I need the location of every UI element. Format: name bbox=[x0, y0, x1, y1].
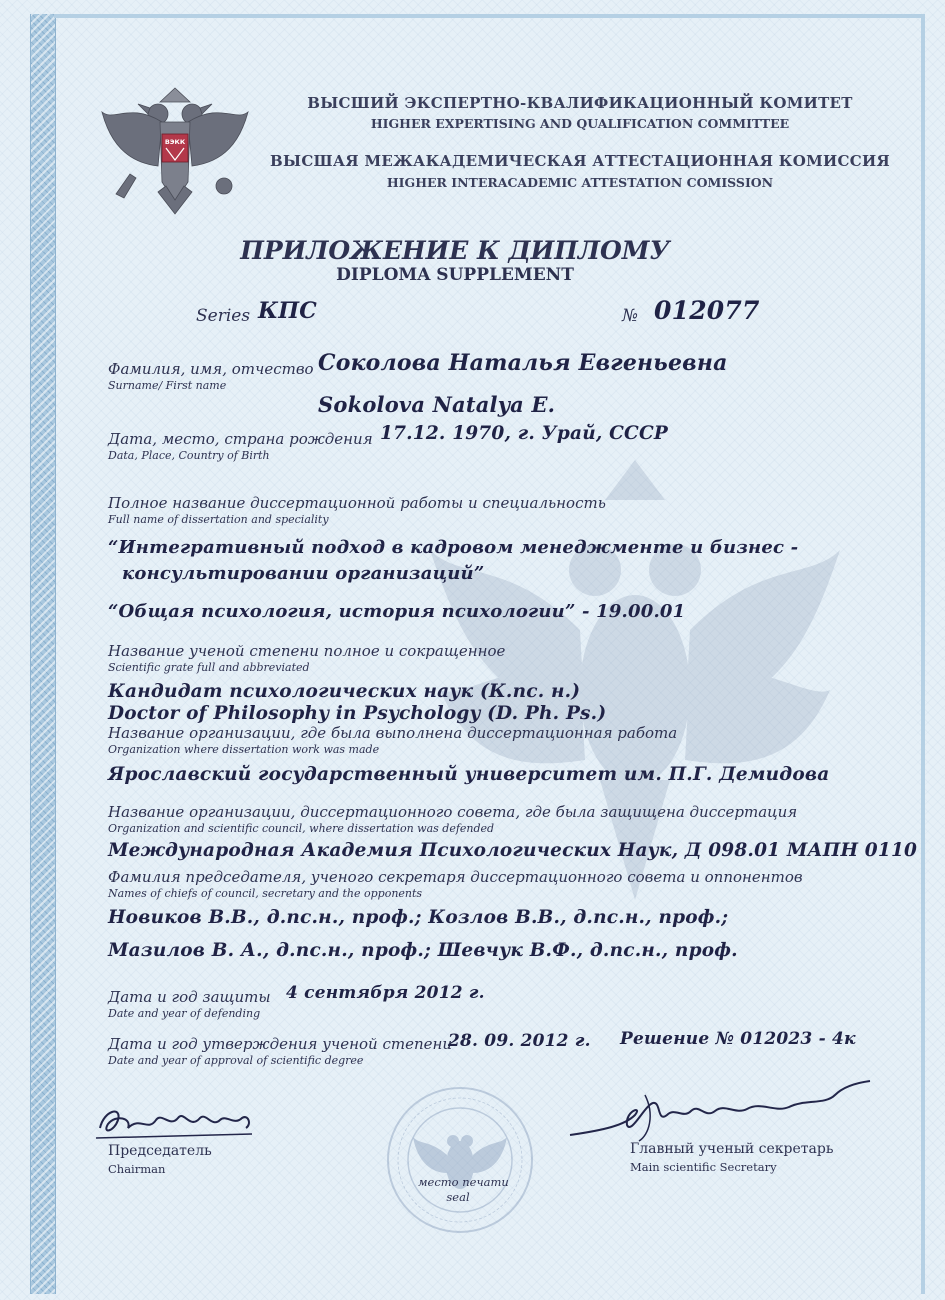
approval-label-en: Date and year of approval of scientific degree bbox=[108, 1054, 364, 1067]
committee-name-ru: ВЫСШИЙ ЭКСПЕРТНО-КВАЛИФИКАЦИОННЫЙ КОМИТЕТ bbox=[307, 94, 853, 112]
name-value-ru: Соколова Наталья Евгеньевна bbox=[318, 350, 728, 376]
chairman-signature-icon bbox=[92, 1098, 262, 1146]
defense-label-en: Date and year of defending bbox=[108, 1007, 261, 1020]
series-label: Series bbox=[196, 306, 251, 326]
number-value: 012077 bbox=[654, 296, 760, 325]
degree-value-en: Doctor of Philosophy in Psychology (D. Ph. Ps.) bbox=[108, 703, 607, 724]
secretary-label-ru: Главный ученый секретарь bbox=[630, 1141, 834, 1157]
chiefs-line1: Новиков В.В., д.пс.н., проф.; Козлов В.В., д.пс.н., проф.; bbox=[108, 907, 729, 928]
council-label-en: Organization and scientific council, where dissertation was defended bbox=[108, 822, 495, 835]
secretary-label-en: Main scientific Secretary bbox=[630, 1160, 777, 1174]
dissertation-title-line2: консультировании организаций” bbox=[122, 563, 485, 584]
council-label-ru: Название организации, диссертационного совета, где была защищена диссертация bbox=[108, 803, 798, 821]
dissertation-title-line1: “Интегративный подход в кадровом менеджменте и бизнес - bbox=[108, 537, 799, 558]
official-seal-icon bbox=[385, 1085, 535, 1235]
chiefs-line2: Мазилов В. А., д.пс.н., проф.; Шевчук В.Ф., д.пс.н., проф. bbox=[108, 940, 738, 961]
degree-label-ru: Название ученой степени полное и сокращенное bbox=[108, 642, 506, 660]
degree-value-ru: Кандидат психологических наук (К.пс. н.) bbox=[108, 681, 581, 702]
chiefs-label-ru: Фамилия председателя, ученого секретаря диссертационного совета и оппонентов bbox=[108, 868, 803, 886]
chairman-label-ru: Председатель bbox=[108, 1143, 212, 1159]
defense-value: 4 сентября 2012 г. bbox=[286, 983, 485, 1003]
organization-label-en: Organization where dissertation work was made bbox=[108, 743, 380, 756]
series-value: КПС bbox=[258, 298, 317, 324]
double-headed-eagle-emblem-icon bbox=[100, 82, 250, 217]
organization-value: Ярославский государственный университет им. П.Г. Демидова bbox=[108, 764, 830, 785]
number-label: № bbox=[622, 306, 639, 326]
organization-label-ru: Название организации, где была выполнена диссертационная работа bbox=[108, 724, 678, 742]
commission-name-ru: ВЫСШАЯ МЕЖАКАДЕМИЧЕСКАЯ АТТЕСТАЦИОННАЯ КОМИССИЯ bbox=[270, 152, 890, 170]
approval-value: 28. 09. 2012 г. bbox=[448, 1031, 591, 1051]
chairman-label-en: Chairman bbox=[108, 1162, 166, 1176]
birth-label-ru: Дата, место, страна рождения bbox=[108, 430, 373, 448]
top-border bbox=[54, 14, 924, 18]
seal-label-en: seal bbox=[446, 1190, 470, 1204]
document-title-ru: ПРИЛОЖЕНИЕ К ДИПЛОМУ bbox=[240, 236, 670, 265]
defense-label-ru: Дата и год защиты bbox=[108, 988, 271, 1006]
dissertation-speciality: “Общая психология, история психологии” - 19.00.01 bbox=[108, 601, 686, 622]
birth-label-en: Data, Place, Country of Birth bbox=[108, 449, 270, 462]
name-value-en: Sokolova Natalya E. bbox=[318, 392, 556, 417]
chiefs-label-en: Names of chiefs of council, secretary and the opponents bbox=[108, 887, 423, 900]
right-border bbox=[921, 14, 925, 1294]
approval-decision: Решение № 012023 - 4к bbox=[620, 1029, 856, 1049]
left-ornamental-border bbox=[30, 14, 56, 1294]
seal-label-ru: место печати bbox=[418, 1175, 509, 1189]
secretary-signature-icon bbox=[565, 1075, 880, 1150]
name-label-ru: Фамилия, имя, отчество bbox=[108, 360, 314, 378]
emblem-label: ВЭКК bbox=[164, 138, 186, 146]
birth-value: 17.12. 1970, г. Урай, СССР bbox=[380, 423, 669, 444]
degree-label-en: Scientific grate full and abbreviated bbox=[108, 661, 310, 674]
commission-name-en: HIGHER INTERACADEMIC ATTESTATION COMISSION bbox=[386, 175, 774, 190]
document-title-en: DIPLOMA SUPPLEMENT bbox=[336, 265, 574, 285]
dissertation-label-en: Full name of dissertation and speciality bbox=[108, 513, 329, 526]
name-label-en: Surname/ First name bbox=[108, 379, 227, 392]
council-value: Международная Академия Психологических Наук, Д 098.01 МАПН 0110 bbox=[108, 840, 918, 861]
dissertation-label-ru: Полное название диссертационной работы и специальность bbox=[108, 494, 606, 512]
committee-name-en: HIGHER EXPERTISING AND QUALIFICATION COMMITTEE bbox=[370, 116, 790, 131]
approval-label-ru: Дата и год утверждения ученой степени bbox=[108, 1035, 453, 1053]
